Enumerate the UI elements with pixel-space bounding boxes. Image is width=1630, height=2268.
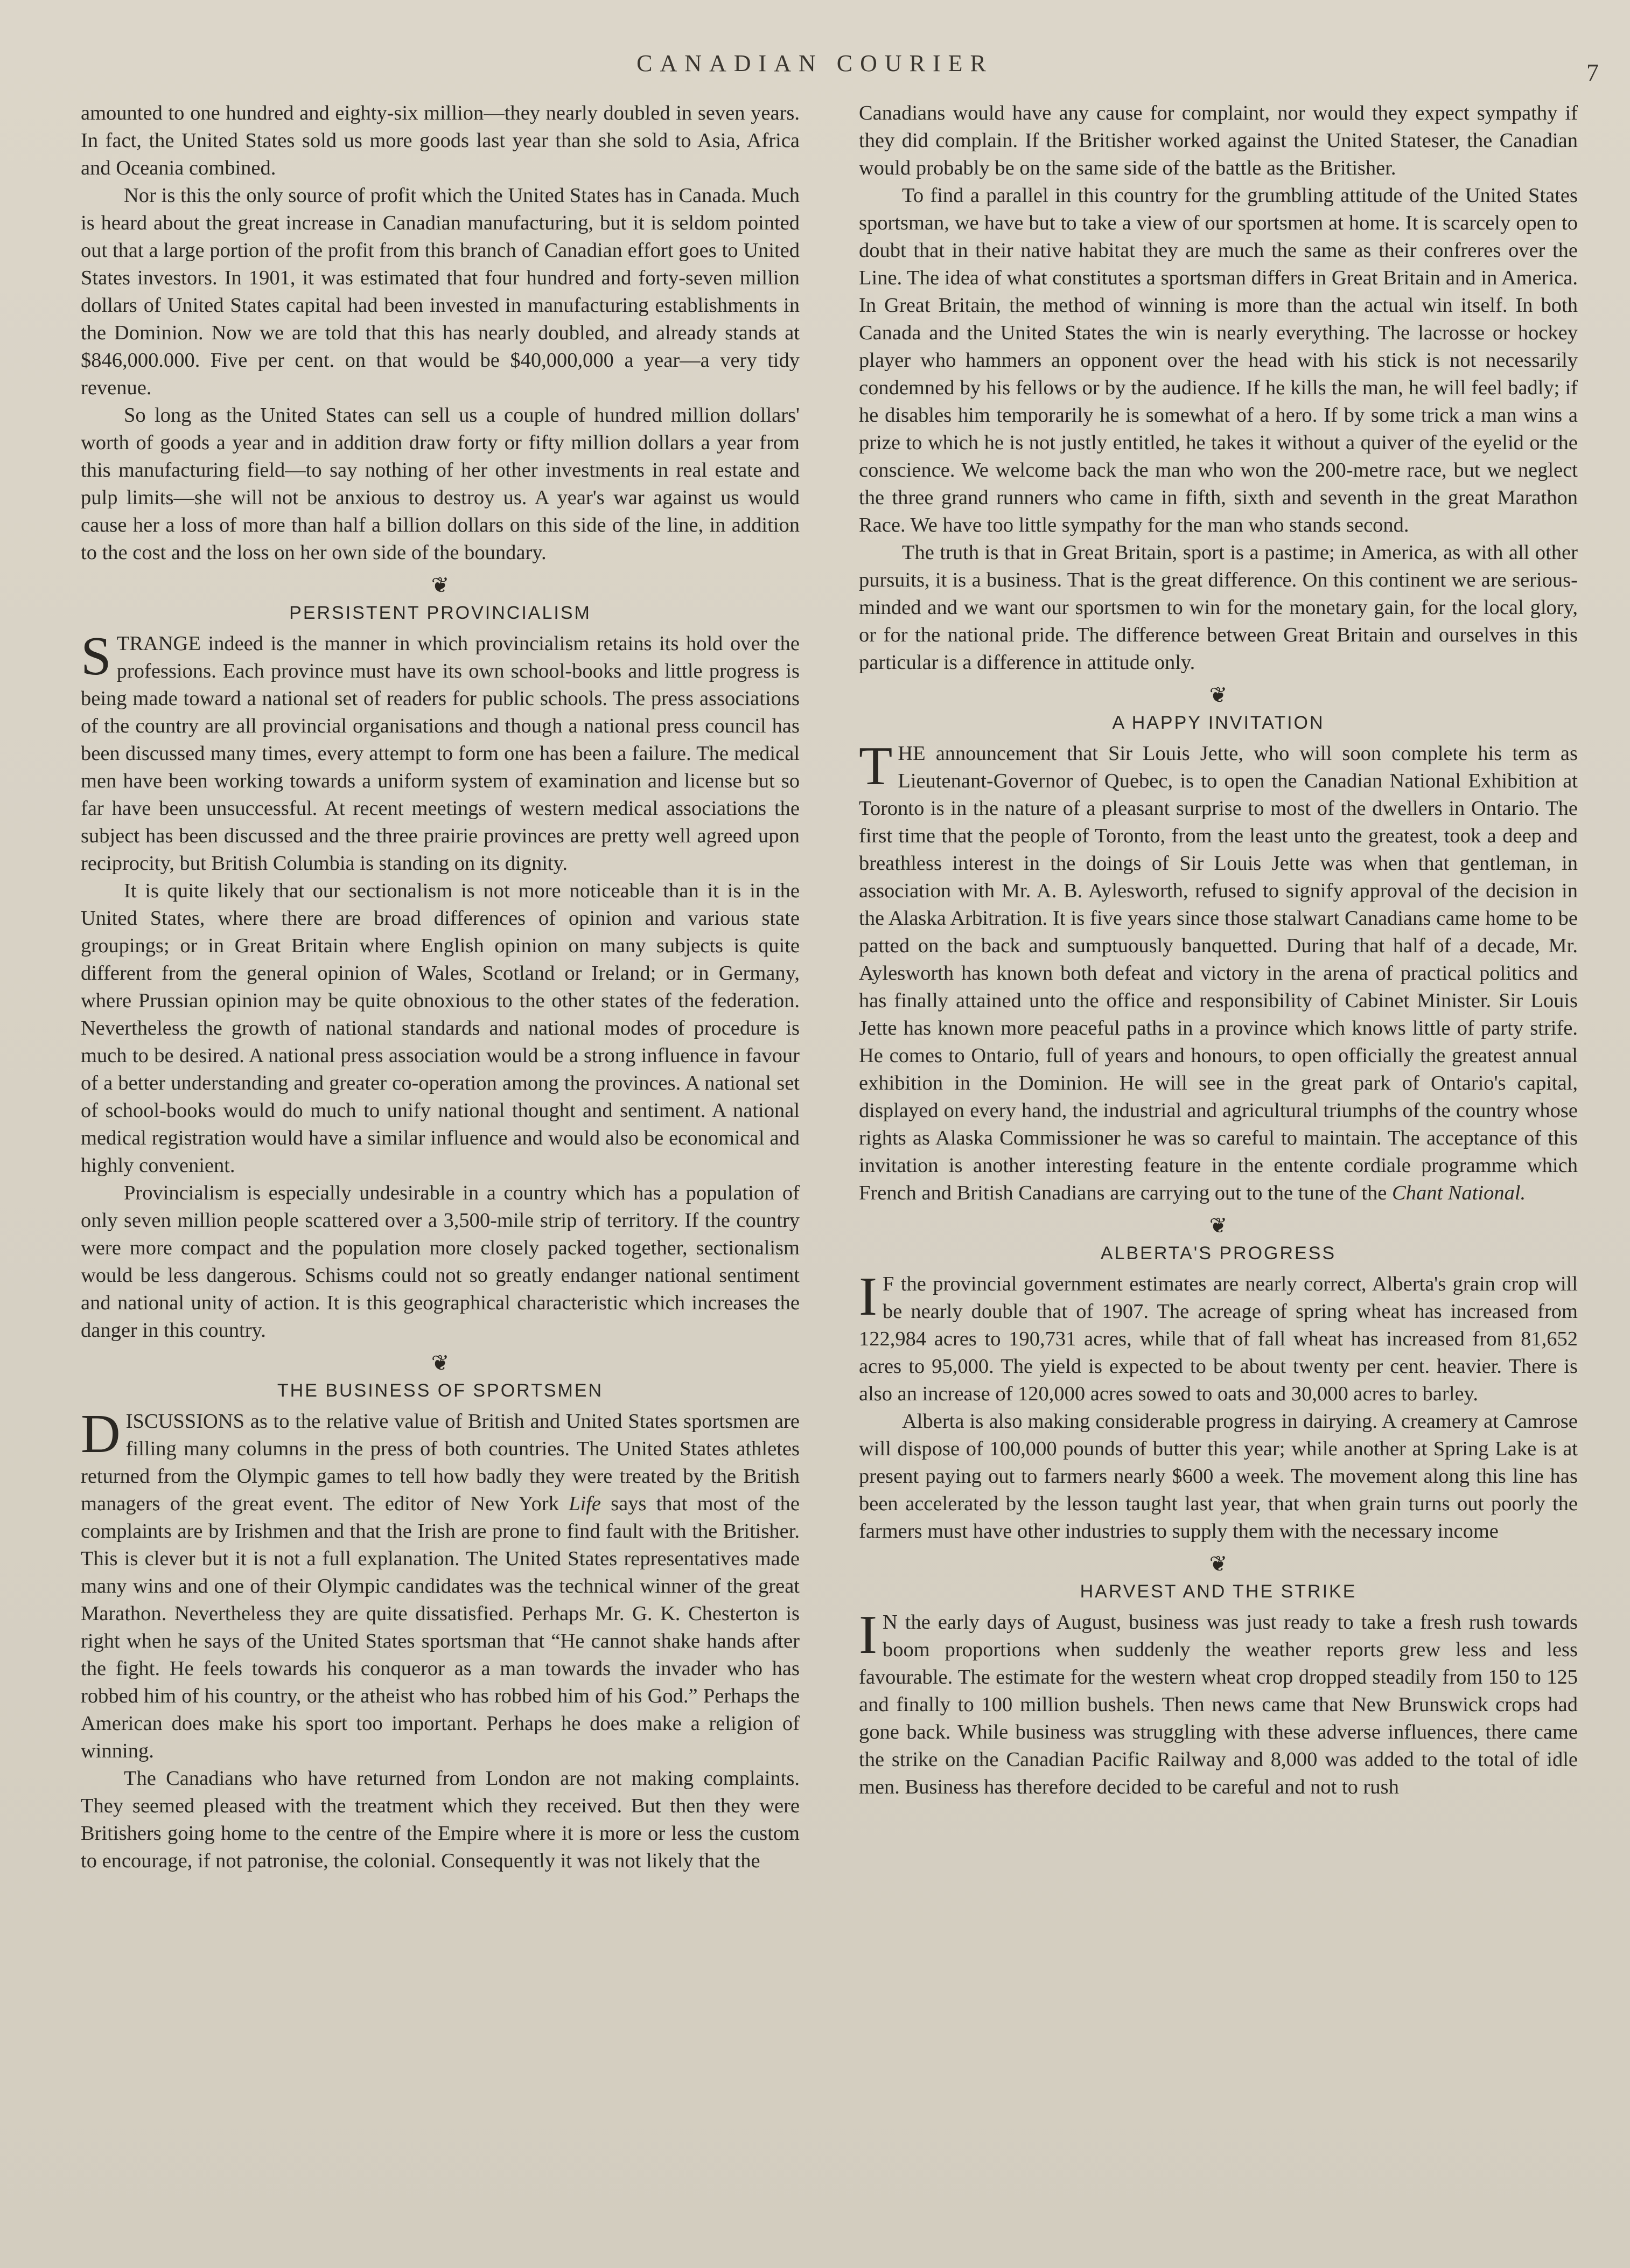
paragraph [859,1604,1578,1801]
right-column [859,100,1578,1801]
fleuron-ornament-icon: ❦ [1209,683,1228,707]
fleuron-ornament-icon: ❦ [1209,1213,1228,1238]
paragraph [859,736,1578,1207]
section-heading-alberta: ALBERTA'S PROGRESS [1100,1243,1337,1264]
paragraph-text: HE announcement that Sir Louis Jette, who will soon complete his term as Lieutenant-Governor of Quebec, is to open the Canadian National Exhibition at Toronto is in the nature of a pleasant surprise to most of the dwellers in Ontario. The first time that the people of Toronto, from the least unto the greatest, took a deep and breathless interest in the doings of Sir Louis Jette was when that gentleman, in association with Mr. A. B. Aylesworth, refused to signify approval of the decision in the Alaska Arbitration. It is five years since those stalwart Canadians came home to be patted on the back and sumptuously banquetted. During that half of a decade, Mr. Aylesworth has known both defeat and victory in the arena of practical politics and has finally attained unto the office and responsibility of Cabinet Minister. Sir Louis Jette has known more peaceful paths in a province which knows little of party strife. He comes to Ontario, full of years and honours, to open officially the greatest annual exhibition in the Dominion. He will see in the great park of Ontario's capital, displayed on every hand, the industrial and agricultural triumphs of the country whose rights as Alaska Commissioner he was so careful to maintain. The acceptance of this invitation is another interesting feature in the entente cordiale programme which French and British Canadians are carrying out to the tune of the [859,742,1578,1204]
paragraph-text: says that most of the complaints are by Irishmen and that the Irish are prone to find fault with the Britisher. This is clever but it is not a full explanation. The United States representatives made many wins and one of their Olympic candidates was the technical winner of the great Marathon. Nevertheless they are quite dissatisfied. Perhaps Mr. G. K. Chesterton is right when he says of the United States sportsman that “He cannot shake hands after the fight. He feels towards his conqueror as a man towards the invader who has robbed him of his country, or the atheist who has robbed him of his God.” Perhaps the American does make his sport too important. Perhaps he does make a religion of winning. [81,1492,800,1762]
paragraph: Provincialism is especially undesirable in a country which has a population of only seven million people scattered over a 3,500-mile strip of territory. If the country were more compact and the population more closely packed together, sectionalism would be less dangerous. Schisms could not so greatly endanger national sentiment and national unity of action. It is this geographical characteristic which increases the danger in this country. [81,1182,800,1342]
publication-title: Life [569,1492,601,1515]
drop-cap: T [859,736,893,797]
anthem-title: Chant National. [1392,1182,1526,1204]
paragraph [81,626,800,877]
paragraph: The Canadians who have returned from London are not making complaints. They seemed pleased with the treatment which they received. But then they were Britishers going home to the centre of the Empire where it is more or less the custom to encourage, if not patronise, the colonial. Consequently it was not likely that the [81,1767,800,1872]
fleuron-ornament-icon: ❦ [431,573,450,597]
fleuron-ornament-icon: ❦ [431,1351,450,1375]
drop-cap: S [81,626,111,687]
section-heading-provincialism: PERSISTENT PROVINCIALISM [289,603,591,623]
paragraph-text: ISCUSSIONS as to the relative value of British and United States sportsmen are filling many columns in the press of both countries. The United States athletes returned from the Olympic games to tell how badly they were treated by the British managers of the great event. The editor of New York [81,1410,800,1515]
paragraph: Nor is this the only source of profit which the United States has in Canada. Much is heard about the great increase in Canadian manufacturing, but it is seldom pointed out that a large portion of the profit from this branch of Canadian effort goes to United States investors. In 1901, it was estimated that four hundred and forty-seven million dollars of United States capital had been invested in manufacturing establishments in the Dominion. Now we are told that this has nearly doubled, and already stands at $846,000.000. Five per cent. on that would be $40,000,000 a year—a very tidy revenue. [81,184,800,399]
drop-cap: I [859,1266,877,1327]
paragraph: Alberta is also making considerable progress in dairying. A creamery at Camrose will dispose of 100,000 pounds of butter this year; while another at Spring Lake is at present paying out to farmers nearly $600 a week. The movement along this line has been accelerated by the lesson taught last year, that when grain turns out poorly the farmers must have other industries to supply them with the necessary income [859,1410,1578,1543]
paragraph: So long as the United States can sell us a couple of hundred million dollars' worth of goods a year and in addition draw forty or fifty million dollars a year from this manufacturing field—to say nothing of her other investments in real estate and pulp limits—she will not be anxious to destroy us. A year's war against us would cause her a loss of more than half a billion dollars on this side of the line, in addition to the cost and the loss on her own side of the boundary. [81,404,800,564]
paragraph: Canadians would have any cause for complaint, nor would they expect sympathy if they did complain. If the Britisher worked against the United Stateser, the Canadian would probably be on the same side of the battle as the Britisher. [859,102,1578,179]
section-heading-invitation: A HAPPY INVITATION [1112,713,1325,733]
paragraph: amounted to one hundred and eighty-six million—they nearly doubled in seven years. In fact, the United States sold us more goods last year than she sold to Asia, Africa and Oceania combined. [81,102,800,179]
paragraph: It is quite likely that our sectionalism is not more noticeable than it is in the United States, where there are broad differences of opinion and various state groupings; or in Great Britain where English opinion on many subjects is quite different from the general opinion of Wales, Scotland or Ireland; or in Germany, where Prussian opinion may be quite obnoxious to the other states of the federation. Nevertheless the growth of national standards and national modes of procedure is much to be desired. A national press association would be a strong influence in favour of a better understanding and greater co-operation among the provinces. A national set of school-books would do much to unify national thought and sentiment. A national medical registration would have a similar influence and would also be economical and highly convenient. [81,880,800,1177]
section-heading-harvest: HARVEST AND THE STRIKE [1080,1581,1357,1602]
paragraph [859,1266,1578,1408]
page-number: 7 [1586,59,1599,86]
paragraph: The truth is that in Great Britain, sport is a pastime; in America, as with all other pursuits, it is a business. That is the great difference. On this continent we are serious-minded and we want our sportsmen to win for the monetary gain, for the local glory, or for the national pride. The difference between Great Britain and ourselves in this particular is a difference in attitude only. [859,541,1578,674]
paragraph-text: F the provincial government estimates are nearly correct, Alberta's grain crop will be nearly double that of 1907. The acreage of spring wheat has increased from 122,984 acres to 190,731 acres, while that of fall wheat has increased from 81,652 acres to 95,000. The yield is expected to be about twenty per cent. heavier. There is also an increase of 120,000 acres sowed to oats and 30,000 acres to barley. [859,1273,1578,1405]
section-heading-sportsmen: THE BUSINESS OF SPORTSMEN [277,1380,604,1401]
drop-cap: I [859,1604,877,1665]
fleuron-ornament-icon: ❦ [1209,1552,1228,1576]
running-title: CANADIAN COURIER [636,50,994,76]
drop-cap: D [81,1404,121,1464]
paragraph-text: N the early days of August, business was just ready to take a fresh rush towards boom proportions when suddenly the weather reports grew less and less favourable. The estimate for the western wheat crop dropped steadily from 150 to 125 and finally to 100 million bushels. Then news came that New Brunswick crops had gone back. While business was struggling with these adverse influences, there came the strike on the Canadian Pacific Railway and 8,000 was added to the total of idle men. Business has therefore decided to be careful and not to rush [859,1611,1578,1798]
paragraph: To find a parallel in this country for the grumbling attitude of the United States sportsman, we have but to take a view of our sportsmen at home. It is scarcely open to doubt that in their native habitat they are much the same as their confreres over the Line. The idea of what constitutes a sportsman differs in Great Britain and in America. In Great Britain, the method of winning is more than the actual win itself. In both Canada and the United States the win is nearly everything. The lacrosse or hockey player who hammers an opponent over the head with his stick is not necessarily condemned by his fellows or by the audience. If he kills the man, he will feel badly; if he disables him temporarily he is somewhat of a hero. If by some trick a man wins a prize to which he is not justly entitled, he takes it without a quiver of the eyelid or the conscience. We welcome back the man who won the 200-metre race, but we neglect the three grand runners who came in fifth, sixth and seventh in the great Marathon Race. We have too little sympathy for the man who stands second. [859,184,1578,536]
paragraph [81,1404,800,1765]
left-column [81,100,800,1875]
paragraph-text: TRANGE indeed is the manner in which provincialism retains its hold over the professions. Each province must have its own school-books and little progress is being made toward a national set of readers for public schools. The press associations of the country are all provincial organisations and though a national press council has been discussed many times, every attempt to form one has been a failure. The medical men have been working towards a uniform system of examination and license but so far have been unsuccessful. At recent meetings of western medical associations the subject has been discussed and the three prairie provinces are pretty well agreed upon reciprocity, but British Columbia is standing on its dignity. [81,632,800,875]
